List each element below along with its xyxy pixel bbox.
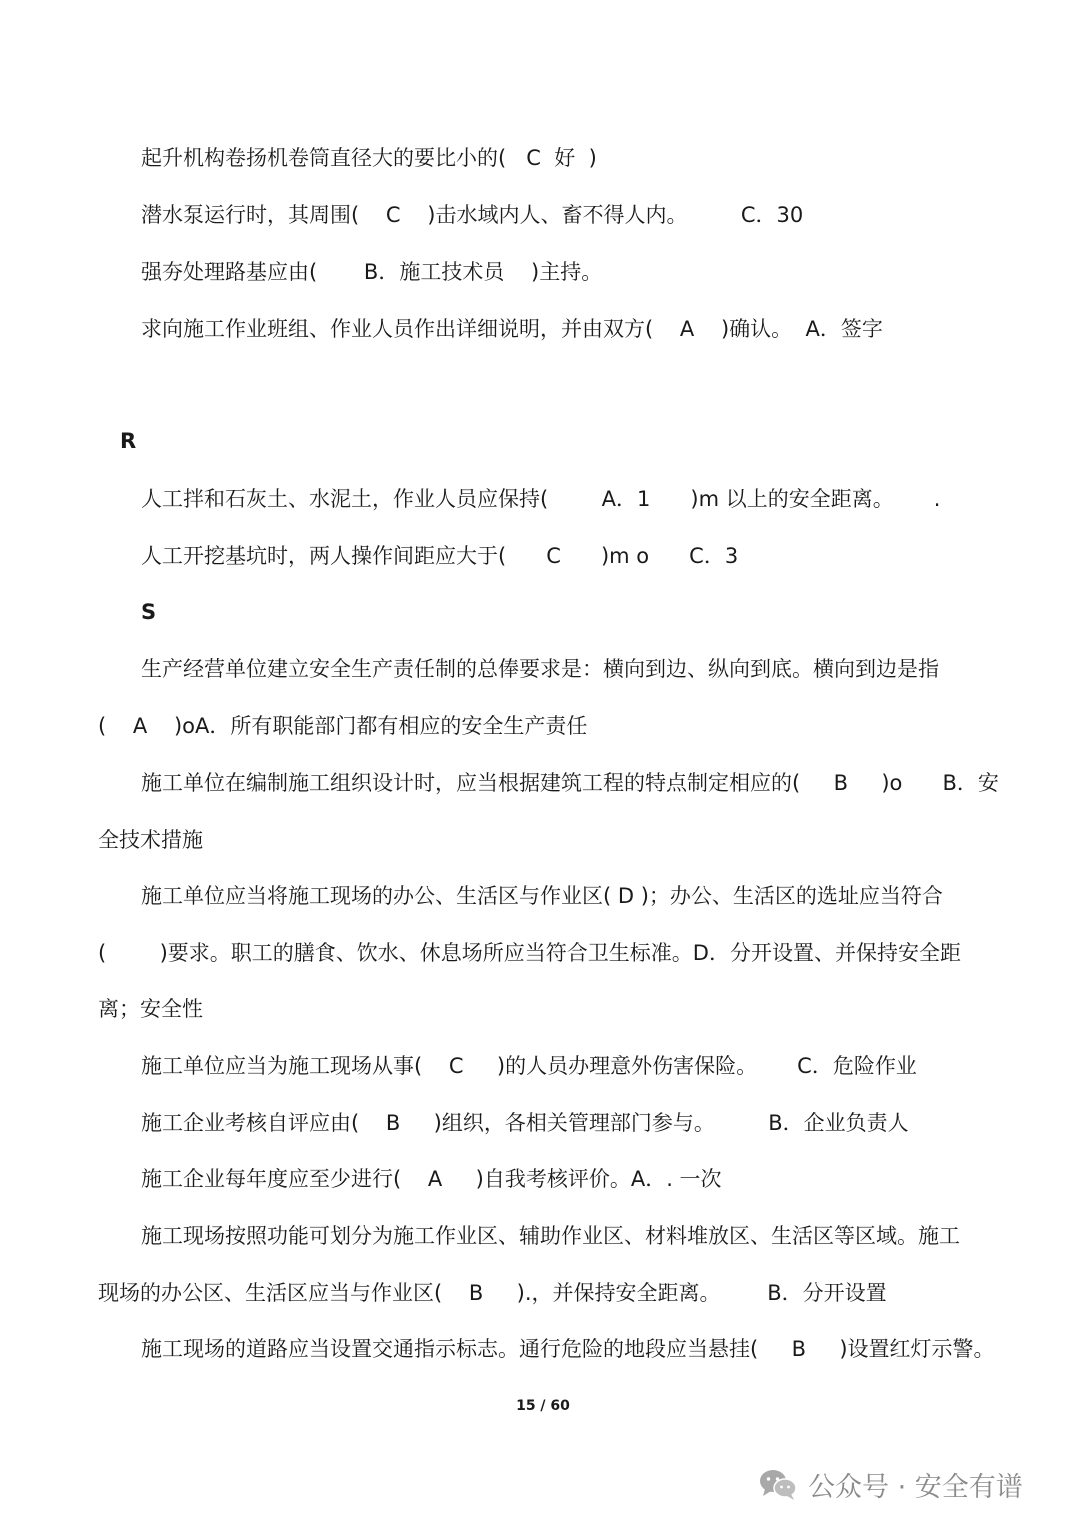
line-15: 施工企业考核自评应由( B )组织，各相关管理部门参与。 B．企业负责人 bbox=[141, 1111, 909, 1135]
line-4: 求向施工作业班组、作业人员作出详细说明，并由双方( A )确认。 A．签字 bbox=[141, 317, 883, 341]
line-10: 全技术措施 bbox=[98, 828, 203, 852]
line-14: 施工单位应当为施工现场从事( C )的人员办理意外伤害保险。 C．危险作业 bbox=[141, 1054, 917, 1078]
watermark bbox=[758, 1464, 1023, 1504]
line-6: 人工开挖基坑时，两人操作间距应大于( C )m o C．3 bbox=[141, 544, 739, 568]
watermark-text: 公众号 · 安全有谱 bbox=[808, 1471, 1023, 1503]
line-17: 施工现场按照功能可划分为施工作业区、辅助作业区、材料堆放区、生活区等区域。施工 bbox=[141, 1224, 960, 1248]
section-heading-r: R bbox=[120, 429, 137, 453]
line-16: 施工企业每年度应至少进行( A )自我考核评价。A．. 一次 bbox=[141, 1167, 722, 1191]
line-2: 潜水泵运行时，其周围( C )击水域内人、畜不得人内。 C．30 bbox=[141, 203, 804, 227]
line-5: 人工拌和石灰土、水泥土，作业人员应保持( A．1 )m 以上的安全距离。 . bbox=[141, 487, 941, 511]
line-13: 离；安全性 bbox=[98, 997, 203, 1021]
line-12: ( )要求。职工的膳食、饮水、休息场所应当符合卫生标准。D．分开设置、并保持安全距 bbox=[98, 941, 961, 965]
line-1: 起升机构卷扬机卷筒直径大的要比小的( C 好 ) bbox=[141, 146, 597, 170]
line-3: 强夯处理路基应由( B．施工技术员 )主持。 bbox=[141, 260, 603, 284]
page-number: 15 / 60 bbox=[516, 1398, 570, 1414]
line-9: 施工单位在编制施工组织设计时，应当根据建筑工程的特点制定相应的( B )o B．安 bbox=[141, 771, 999, 795]
line-11: 施工单位应当将施工现场的办公、生活区与作业区( D )；办公、生活区的选址应当符合 bbox=[141, 884, 943, 908]
line-8: ( A )oA．所有职能部门都有相应的安全生产责任 bbox=[98, 714, 588, 738]
wechat-icon bbox=[758, 1467, 798, 1501]
line-19: 施工现场的道路应当设置交通指示标志。通行危险的地段应当悬挂( B )设置红灯示警。 bbox=[141, 1337, 995, 1361]
line-18: 现场的办公区、生活区应当与作业区( B ).，并保持安全距离。 B．分开设置 bbox=[98, 1281, 887, 1305]
line-7: 生产经营单位建立安全生产责任制的总俸要求是：横向到边、纵向到底。横向到边是指 bbox=[141, 657, 939, 681]
section-heading-s: S bbox=[141, 600, 157, 624]
